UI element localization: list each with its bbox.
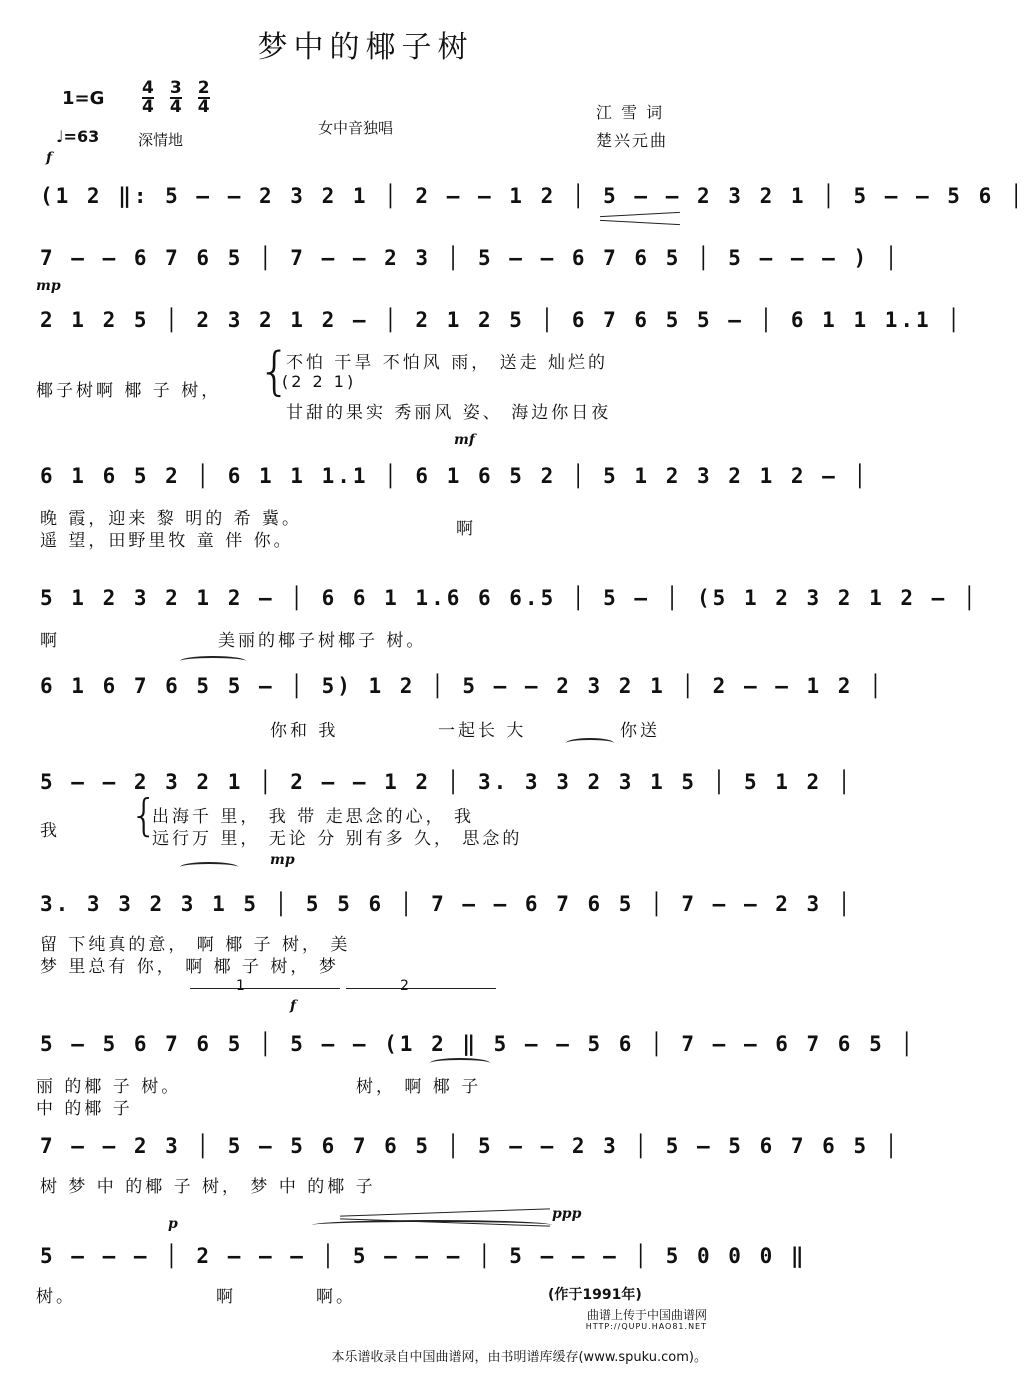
lyric-line: 美丽的椰子树椰子 树。 [218, 631, 427, 651]
lyric-line: 中 的椰 子 [36, 1099, 133, 1119]
lyric-line: 梦 里总有 你， 啊 椰 子 树， 梦 [40, 957, 339, 977]
lyric-line: 甘甜的果实 秀丽风 姿、 海边你日夜 [286, 403, 612, 423]
dynamic-mark: ppp [552, 1206, 582, 1222]
notes: (1 2 ‖: 5 — — 2 3 2 1 │ 2 — — 1 2 │ 5 — — 2 3 2 1 │ 5 — — 5 6 │ [40, 184, 1026, 208]
composer-credit: 楚兴元曲 [596, 131, 669, 150]
score-row-6 [34, 666, 885, 714]
lyric-line: 不怕 干旱 不怕风 雨， 送走 灿烂的 [286, 353, 609, 373]
slur [180, 656, 246, 666]
lyric-line: 树， 啊 椰 子 [356, 1077, 482, 1097]
lyric-line: 远行万 里， 无论 分 别有多 久， 思念的 [152, 829, 523, 849]
lyricist-credit: 江 雪 词 [596, 103, 665, 122]
score-row-4 [34, 456, 870, 504]
dynamic-mark: p [168, 1216, 178, 1232]
lyric-line: 树。 [36, 1287, 76, 1307]
lyric-line: 晚 霞，迎来 黎 明的 希 冀。 [40, 509, 303, 529]
lyric-line: 啊 [40, 631, 60, 651]
notes: 6 1 6 7 6 5 5 — │ 5) 1 2 │ 5 — — 2 3 2 1 │ 2 — — 1 2 │ [40, 674, 885, 698]
time-signature: $\frac{4}{4}$ [142, 78, 154, 117]
page-title: 梦中的椰子树 [257, 30, 474, 65]
brace: { [130, 790, 158, 841]
lyric-line: 遥 望，田野里牧 童 伴 你。 [40, 531, 294, 551]
time-signature: $\frac{3}{4}$ [169, 78, 182, 117]
notes: 3. 3 3 2 3 1 5 │ 5 5 6 │ 7 — — 6 7 6 5 │ 7 — — 2 3 │ [40, 892, 854, 916]
dynamic-mark: f [290, 998, 297, 1014]
lyric-line: 啊 [216, 1287, 236, 1307]
lyric-line: 啊 [456, 519, 476, 539]
score-row-5 [34, 578, 979, 626]
volta-label: 2 [400, 978, 409, 994]
lyric-line: 我 [40, 821, 60, 841]
score-row-9 [34, 1024, 917, 1072]
expression-mark: 深情地 [138, 131, 184, 149]
score-row-3 [34, 300, 963, 348]
volta-bracket-2 [346, 988, 496, 989]
slur [566, 738, 614, 748]
notes: 7 — — 6 7 6 5 │ 7 — — 2 3 │ 5 — — 6 7 6 5 │ 5 — — — ) │ [40, 246, 901, 270]
lyric-line: 一起长 大 [438, 721, 527, 741]
dynamic-mark: mf [454, 432, 475, 448]
decrescendo-line [340, 1208, 550, 1216]
volta-bracket-1 [190, 988, 340, 989]
lyric-line: 树 梦 中 的椰 子 树， 梦 中 的椰 子 [40, 1177, 376, 1197]
lyric-line: 出海千 里， 我 带 走思念的心， 我 [152, 807, 475, 827]
upload-note: 曲谱上传于中国曲谱网 [586, 1308, 707, 1322]
lyric-line: 留 下纯真的意， 啊 椰 子 树， 美 [40, 935, 351, 955]
dynamic-mark: mp [36, 278, 61, 294]
notes: 5 1 2 3 2 1 2 — │ 6 6 1 1.6 6 6.5 │ 5 — │ (5 1 2 3 2 1 2 — │ [40, 586, 979, 610]
upload-url[interactable]: HTTP://QUPU.HAO81.NET [585, 1322, 707, 1331]
performer-label: 女中音独唱 [318, 119, 394, 137]
notes: 2 1 2 5 │ 2 3 2 1 2 — │ 2 1 2 5 │ 6 7 6 5 5 — │ 6 1 1 1.1 │ [40, 308, 963, 332]
slur [180, 862, 238, 872]
notes: 5 — — 2 3 2 1 │ 2 — — 1 2 │ 3. 3 3 2 3 1 5 │ 5 1 2 │ [40, 770, 854, 794]
lyric-line: 你送 [620, 721, 660, 741]
lyric-line: (2 2 1) [282, 372, 357, 391]
brace: { [258, 342, 292, 402]
dynamic-mark: f [46, 150, 53, 166]
lyric-line: 椰子树啊 椰 子 树， [36, 381, 222, 401]
lyric-line: 你和 我 [270, 721, 339, 741]
dynamic-mark: mp [270, 852, 295, 868]
notes: 5 — 5 6 7 6 5 │ 5 — — (1 2 ‖ 5 — — 5 6 │ 7 — — 6 7 6 5 │ [40, 1032, 917, 1056]
key-signature: 1=G [62, 88, 105, 109]
notes: 6 1 6 5 2 │ 6 1 1 1.1 │ 6 1 6 5 2 │ 5 1 2 3 2 1 2 — │ [40, 464, 870, 488]
time-signatures [142, 80, 226, 116]
score-row-1 [34, 176, 1026, 224]
notes: 7 — — 2 3 │ 5 — 5 6 7 6 5 │ 5 — — 2 3 │ 5 — 5 6 7 6 5 │ [40, 1134, 901, 1158]
lyric-line: 啊。 [316, 1287, 356, 1307]
volta-label: 1 [236, 978, 245, 994]
slur [312, 1220, 552, 1230]
composition-date: (作于1991年) [548, 1287, 642, 1303]
score-row-10 [34, 1126, 901, 1174]
time-signature: $\frac{2}{4}$ [197, 78, 210, 117]
source-note: 本乐谱收录自中国曲谱网，由书明谱库缓存(www.spuku.com)。 [331, 1350, 707, 1365]
score-row-8 [34, 884, 854, 932]
score-row-2 [34, 238, 901, 286]
lyric-line: 丽 的椰 子 树。 [36, 1077, 182, 1097]
score-row-11 [34, 1236, 807, 1284]
tempo-mark: ♩=63 [56, 127, 100, 146]
notes: 5 — — — │ 2 — — — │ 5 — — — │ 5 — — — │ 5 0 0 0 ‖ [40, 1244, 807, 1268]
